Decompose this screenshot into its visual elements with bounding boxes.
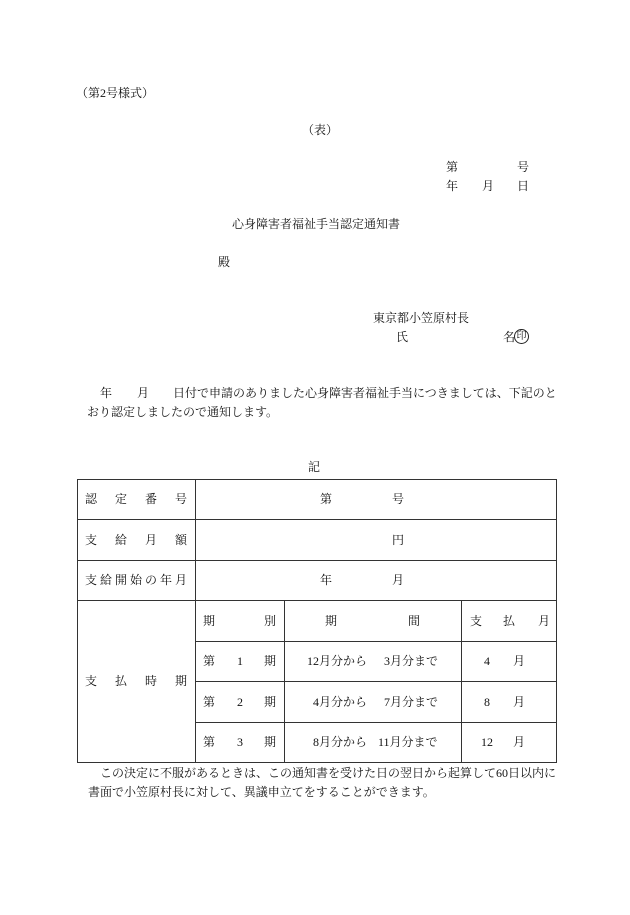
- row-ki: 期: [264, 695, 277, 709]
- amount-unit: 円: [392, 533, 405, 547]
- form-number: （第2号様式）: [76, 86, 155, 100]
- side-label: （表）: [302, 123, 339, 137]
- date-month: 月: [482, 179, 495, 193]
- date-year: 年: [446, 179, 459, 193]
- row-month-num: 12: [481, 735, 493, 749]
- issuer-org: 東京都小笠原村長: [373, 311, 470, 325]
- body-year: 年: [100, 386, 113, 400]
- start-label: 支給開始の年月: [85, 573, 187, 587]
- row-to: 11月分まで: [378, 735, 438, 749]
- row-month: 月: [513, 735, 526, 749]
- cert-no-go: 号: [392, 492, 405, 506]
- document-title: 心身障害者福祉手当認定通知書: [232, 217, 401, 231]
- notice-line1: この決定に不服があるときは、この通知書を受けた日の翌日から起算して60日以内に: [100, 766, 557, 780]
- row-dai: 第: [203, 695, 216, 709]
- cert-no-label: 認定番号: [85, 492, 187, 506]
- payment-label: 支払時期: [85, 674, 187, 688]
- row-number: 1: [237, 654, 243, 668]
- issuer-mei: 名: [503, 330, 516, 344]
- header-pay-2: 払: [503, 614, 516, 628]
- body-line2: おり認定しましたので通知します。: [87, 405, 279, 419]
- header-pay-1: 支: [470, 614, 483, 628]
- addressee-suffix: 殿: [218, 255, 231, 269]
- header-period-1: 期: [325, 614, 338, 628]
- row-number: 3: [237, 735, 243, 749]
- doc-number-go: 号: [517, 160, 530, 174]
- seal-mark: 印: [514, 329, 529, 344]
- row-from: 12月分から: [307, 654, 368, 668]
- row-month: 月: [513, 654, 526, 668]
- row-dai: 第: [203, 735, 216, 749]
- row-to: 7月分まで: [384, 695, 439, 709]
- date-day: 日: [517, 179, 530, 193]
- body-line1: 日付で申請のありました心身障害者福祉手当につきましては、下記のと: [173, 386, 557, 400]
- ki-label: 記: [308, 460, 321, 474]
- amount-label: 支給月額: [85, 533, 187, 547]
- row-from: 8月分から: [313, 735, 368, 749]
- notice-line2: 書面で小笠原村長に対して、異議申立てをすることができます。: [88, 785, 435, 799]
- row-to: 3月分まで: [384, 654, 439, 668]
- issuer-shi: 氏: [396, 330, 409, 344]
- row-dai: 第: [203, 654, 216, 668]
- row-month: 月: [513, 695, 526, 709]
- row-month-num: 4: [484, 654, 490, 668]
- cert-no-dai: 第: [320, 492, 333, 506]
- doc-number-dai: 第: [446, 160, 459, 174]
- row-month-num: 8: [484, 695, 490, 709]
- start-month: 月: [392, 573, 405, 587]
- header-period-no-2: 別: [264, 614, 277, 628]
- header-pay-3: 月: [538, 614, 551, 628]
- start-year: 年: [320, 573, 333, 587]
- row-ki: 期: [264, 735, 277, 749]
- header-period-2: 間: [408, 614, 421, 628]
- row-ki: 期: [264, 654, 277, 668]
- body-month: 月: [137, 386, 150, 400]
- row-from: 4月分から: [313, 695, 368, 709]
- row-number: 2: [237, 695, 243, 709]
- header-period-no-1: 期: [203, 614, 216, 628]
